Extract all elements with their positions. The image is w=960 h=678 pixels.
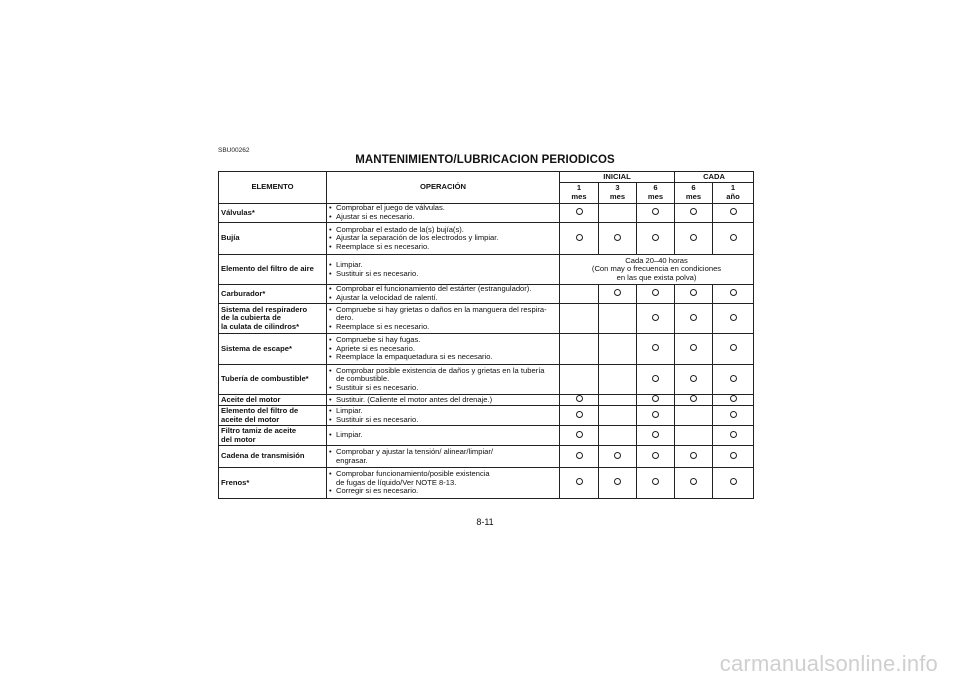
check-circle-icon [730, 478, 737, 485]
row-operations [327, 223, 560, 255]
operation-list [329, 396, 557, 405]
interval-cell [637, 285, 675, 304]
table-row [219, 255, 754, 285]
row-element: Tubería de combustible* [219, 365, 327, 395]
row-element: Elemento del filtro de aceite del motor [219, 406, 327, 426]
interval-number: 3 [615, 183, 620, 193]
check-circle-icon [576, 208, 583, 215]
interval-cell [560, 446, 599, 468]
check-circle-icon [690, 208, 697, 215]
interval-header-2 [637, 183, 675, 204]
row-element: Bujía [219, 223, 327, 255]
operation-item: • Sustituir si es necesario. [329, 416, 557, 425]
check-circle-icon [730, 314, 737, 321]
interval-cell [713, 334, 754, 365]
interval-cell [560, 304, 599, 334]
row-operations [327, 285, 560, 304]
table-row [219, 223, 754, 255]
row-operations [327, 426, 560, 446]
check-circle-icon [576, 411, 583, 418]
check-circle-icon [652, 314, 659, 321]
page-title: MANTENIMIENTO/LUBRICACION PERIODICOS [355, 154, 615, 166]
interval-cell [713, 204, 754, 223]
interval-cell [675, 223, 713, 255]
interval-cell [599, 365, 637, 395]
interval-header-1 [599, 183, 637, 204]
interval-cell [560, 468, 599, 499]
check-circle-icon [652, 478, 659, 485]
row-operations [327, 406, 560, 426]
interval-cell [675, 334, 713, 365]
interval-cell [599, 426, 637, 446]
check-circle-icon [690, 478, 697, 485]
operation-list [329, 336, 557, 362]
maintenance-table [218, 171, 754, 499]
interval-cell [713, 406, 754, 426]
check-circle-icon [652, 289, 659, 296]
interval-cell [713, 468, 754, 499]
row-element: Sistema de escape* [219, 334, 327, 365]
operation-list [329, 306, 557, 332]
operation-list [329, 204, 557, 221]
operation-item: • Limpiar. [329, 431, 557, 440]
interval-cell [637, 304, 675, 334]
interval-cell [599, 446, 637, 468]
row-operations [327, 395, 560, 406]
interval-cell [560, 395, 599, 406]
check-circle-icon [652, 411, 659, 418]
interval-cell [637, 395, 675, 406]
interval-cell [599, 395, 637, 406]
check-circle-icon [576, 452, 583, 459]
interval-cell [713, 446, 754, 468]
check-circle-icon [730, 452, 737, 459]
interval-note: Cada 20–40 horas (Con may o frecuencia en condiciones en las que exista polva) [560, 255, 754, 285]
table-row [219, 406, 754, 426]
interval-cell [560, 426, 599, 446]
interval-header-0 [560, 183, 599, 204]
interval-cell [560, 223, 599, 255]
table-row [219, 468, 754, 499]
operation-list [329, 470, 557, 496]
interval-cell [675, 365, 713, 395]
interval-cell [599, 223, 637, 255]
check-circle-icon [730, 289, 737, 296]
check-circle-icon [730, 395, 737, 402]
row-operations [327, 365, 560, 395]
row-element: Filtro tamiz de aceite del motor [219, 426, 327, 446]
row-operations [327, 468, 560, 499]
row-element: Sistema del respiradero de la cubierta de la culata de cilindros* [219, 304, 327, 334]
table-row [219, 365, 754, 395]
interval-cell [713, 223, 754, 255]
interval-cell [637, 406, 675, 426]
check-circle-icon [690, 395, 697, 402]
row-element: Elemento del filtro de aire [219, 255, 327, 285]
row-element: Cadena de transmisión [219, 446, 327, 468]
interval-cell [637, 426, 675, 446]
check-circle-icon [652, 431, 659, 438]
interval-number: 1 [576, 183, 582, 193]
interval-cell [713, 365, 754, 395]
interval-cell [599, 204, 637, 223]
check-circle-icon [690, 234, 697, 241]
operation-item: • Compruebe si hay fugas. [329, 336, 557, 345]
header-inicial: INICIAL [560, 172, 675, 183]
row-element: Aceite del motor [219, 395, 327, 406]
operation-list [329, 226, 557, 252]
row-element: Válvulas* [219, 204, 327, 223]
interval-cell [599, 304, 637, 334]
interval-cell [637, 204, 675, 223]
row-element: Carburador* [219, 285, 327, 304]
table-row [219, 204, 754, 223]
check-circle-icon [652, 395, 659, 402]
table-row [219, 395, 754, 406]
operation-item: • Apriete si es necesario. [329, 345, 557, 354]
interval-unit: mes [609, 192, 626, 201]
check-circle-icon [730, 411, 737, 418]
row-operations [327, 446, 560, 468]
header-cada: CADA [675, 172, 754, 183]
document-code: SBU00262 [218, 147, 250, 154]
interval-cell [713, 426, 754, 446]
interval-cell [637, 468, 675, 499]
check-circle-icon [576, 431, 583, 438]
interval-cell [713, 395, 754, 406]
operation-list [329, 285, 557, 302]
operation-list [329, 367, 557, 393]
operation-item: • Ajustar la separación de los electrodos y limpiar. [329, 234, 557, 243]
operation-item: • Reemplace la empaquetadura si es necesario. [329, 353, 557, 362]
check-circle-icon [652, 375, 659, 382]
operation-list [329, 261, 557, 278]
operation-list [329, 431, 557, 440]
row-operations [327, 334, 560, 365]
check-circle-icon [690, 452, 697, 459]
interval-cell [599, 334, 637, 365]
interval-cell [560, 334, 599, 365]
interval-cell [675, 468, 713, 499]
operation-item: • Sustituir si es necesario. [329, 270, 557, 279]
check-circle-icon [690, 344, 697, 351]
operation-item: • Sustituir. (Caliente el motor antes del drenaje.) [329, 396, 557, 405]
interval-cell [599, 406, 637, 426]
interval-cell [599, 285, 637, 304]
check-circle-icon [576, 478, 583, 485]
check-circle-icon [576, 234, 583, 241]
check-circle-icon [614, 289, 621, 296]
interval-cell [637, 334, 675, 365]
check-circle-icon [652, 208, 659, 215]
check-circle-icon [576, 395, 583, 402]
check-circle-icon [614, 478, 621, 485]
interval-cell [713, 304, 754, 334]
check-circle-icon [652, 344, 659, 351]
interval-cell [637, 446, 675, 468]
check-circle-icon [730, 234, 737, 241]
check-circle-icon [652, 234, 659, 241]
interval-number: 1 [730, 183, 736, 193]
operation-item: • Comprobar el funcionamiento del estárter (estrangulador). [329, 285, 557, 294]
row-element: Frenos* [219, 468, 327, 499]
operation-list [329, 407, 557, 424]
check-circle-icon [652, 452, 659, 459]
operation-list [329, 448, 557, 465]
operation-item: • Reemplace si es necesario. [329, 323, 557, 332]
check-circle-icon [614, 234, 621, 241]
interval-cell [560, 365, 599, 395]
operation-item: • Compruebe si hay grietas o daños en la manguera del respira- dero. [329, 306, 557, 323]
interval-unit: año [726, 192, 740, 201]
operation-item: • Comprobar el estado de la(s) bujía(s). [329, 226, 557, 235]
interval-cell [675, 426, 713, 446]
operation-item: • Comprobar funcionamiento/posible existencia de fugas de líquido/Ver NOTE 8-13. [329, 470, 557, 487]
operation-item: • Comprobar y ajustar la tensión/ alinear/limpiar/ engrasar. [329, 448, 557, 465]
table-row [219, 446, 754, 468]
header-elemento: ELEMENTO [219, 172, 327, 204]
interval-cell [560, 204, 599, 223]
check-circle-icon [730, 344, 737, 351]
interval-unit: mes [685, 192, 702, 201]
interval-cell [637, 223, 675, 255]
check-circle-icon [730, 431, 737, 438]
table-row [219, 304, 754, 334]
interval-number: 6 [653, 183, 658, 193]
interval-cell [637, 365, 675, 395]
operation-item: • Ajustar la velocidad de ralentí. [329, 294, 557, 303]
header-operacion: OPERACIÓN [327, 172, 560, 204]
table-row [219, 426, 754, 446]
interval-cell [560, 406, 599, 426]
check-circle-icon [730, 375, 737, 382]
row-operations [327, 255, 560, 285]
interval-cell [675, 285, 713, 304]
interval-header-3 [675, 183, 713, 204]
check-circle-icon [690, 289, 697, 296]
interval-cell [675, 446, 713, 468]
operation-item: • Corregir si es necesario. [329, 487, 557, 496]
operation-item: • Comprobar el juego de válvulas. [329, 204, 557, 213]
interval-number: 6 [691, 183, 696, 193]
interval-cell [675, 395, 713, 406]
operation-item: • Sustituir si es necesario. [329, 384, 557, 393]
interval-header-4 [713, 183, 754, 204]
interval-cell [599, 468, 637, 499]
interval-cell [675, 204, 713, 223]
operation-item: • Limpiar. [329, 407, 557, 416]
operation-item: • Limpiar. [329, 261, 557, 270]
row-operations [327, 204, 560, 223]
check-circle-icon [690, 314, 697, 321]
check-circle-icon [614, 452, 621, 459]
interval-cell [675, 406, 713, 426]
interval-cell [560, 285, 599, 304]
operation-item: • Ajustar si es necesario. [329, 213, 557, 222]
table-row [219, 285, 754, 304]
check-circle-icon [730, 208, 737, 215]
interval-cell [675, 304, 713, 334]
table-row [219, 334, 754, 365]
row-operations [327, 304, 560, 334]
check-circle-icon [690, 375, 697, 382]
operation-item: • Reemplace si es necesario. [329, 243, 557, 252]
watermark: carmanualsonline.info [719, 651, 938, 676]
operation-item: • Comprobar posible existencia de daños y grietas en la tubería de combustible. [329, 367, 557, 384]
interval-unit: mes [647, 192, 664, 201]
interval-unit: mes [571, 192, 587, 201]
interval-cell [713, 285, 754, 304]
page-number: 8-11 [476, 517, 494, 527]
